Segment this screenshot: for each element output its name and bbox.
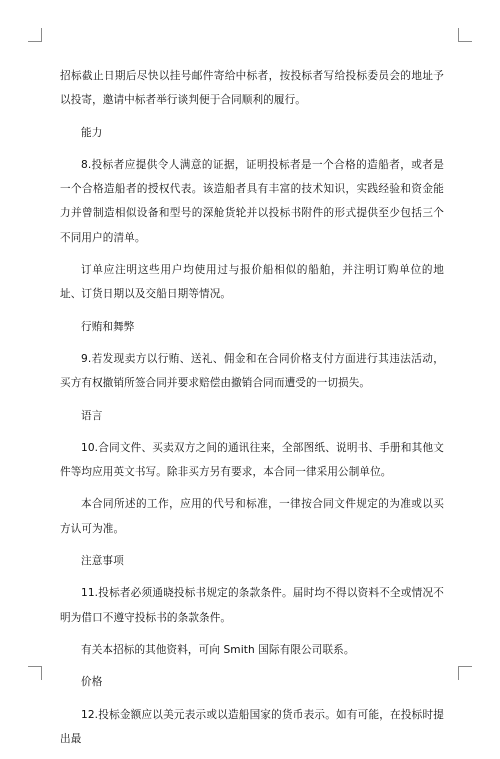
paragraph-submission-notice: 招标截止日期后尽快以挂号邮件寄给中标者，按投标者写给投标委员会的地址予以投寄，邀请中标者举行谈判便于合同顺利的履行。: [60, 70, 444, 107]
paragraph-clause-9: 9.若发现卖方以行贿、送礼、佣金和在合同价格支付方面进行其违法活动，买方有权撤销所签合同并要求赔偿由撤销合同而遭受的一切损失。: [60, 352, 444, 390]
paragraph-clause-10: 10.合同文件、买卖双方之间的通讯往来，全部图纸、说明书、手册和其他文件等均应用英文书写。除非买方另有要求，本合同一律采用公制单位。: [60, 441, 444, 479]
crop-mark-bottom-left: [28, 666, 42, 680]
document-body: [60, 64, 444, 759]
section-heading-price: 价格: [81, 676, 103, 689]
crop-mark-bottom-right: [458, 666, 472, 680]
crop-mark-top-right: [458, 28, 472, 42]
section-heading-bribery: 行贿和舞弊: [81, 320, 135, 333]
paragraph-contact-info: 有关本招标的其他资料，可向 Smith 国际有限公司联系。: [81, 643, 355, 656]
crop-mark-top-left: [28, 28, 42, 42]
paragraph-standards: 本合同所述的工作，应用的代号和标准，一律按合同文件规定的为准或以买方认可为准。: [60, 498, 444, 535]
section-heading-language: 语言: [81, 409, 103, 422]
paragraph-clause-11: 11.投标者必须通晓投标书规定的条款条件。届时均不得以资料不全或情况不明为借口不遵守投标书的条款条件。: [60, 587, 444, 624]
section-heading-capability: 能力: [81, 126, 103, 139]
paragraph-clause-8: 8.投标者应提供令人满意的证据，证明投标者是一个合格的造船者，或者是一个合格造船者的授权代表。该造船者具有丰富的技术知识，实践经验和资金能力并曾制造相似设备和型号的深舱货轮并以投标书附件的形式提供至少包括三个不同用户的清单。: [60, 158, 444, 244]
paragraph-order-details: 订单应注明这些用户均使用过与报价船相似的船舶，并注明订购单位的地址、订货日期以及交船日期等情况。: [60, 264, 444, 301]
section-heading-notes: 注意事项: [81, 555, 124, 568]
paragraph-clause-12: 12.投标金额应以美元表示或以造船国家的货币表示。如有可能，在投标时提出最: [60, 708, 444, 745]
